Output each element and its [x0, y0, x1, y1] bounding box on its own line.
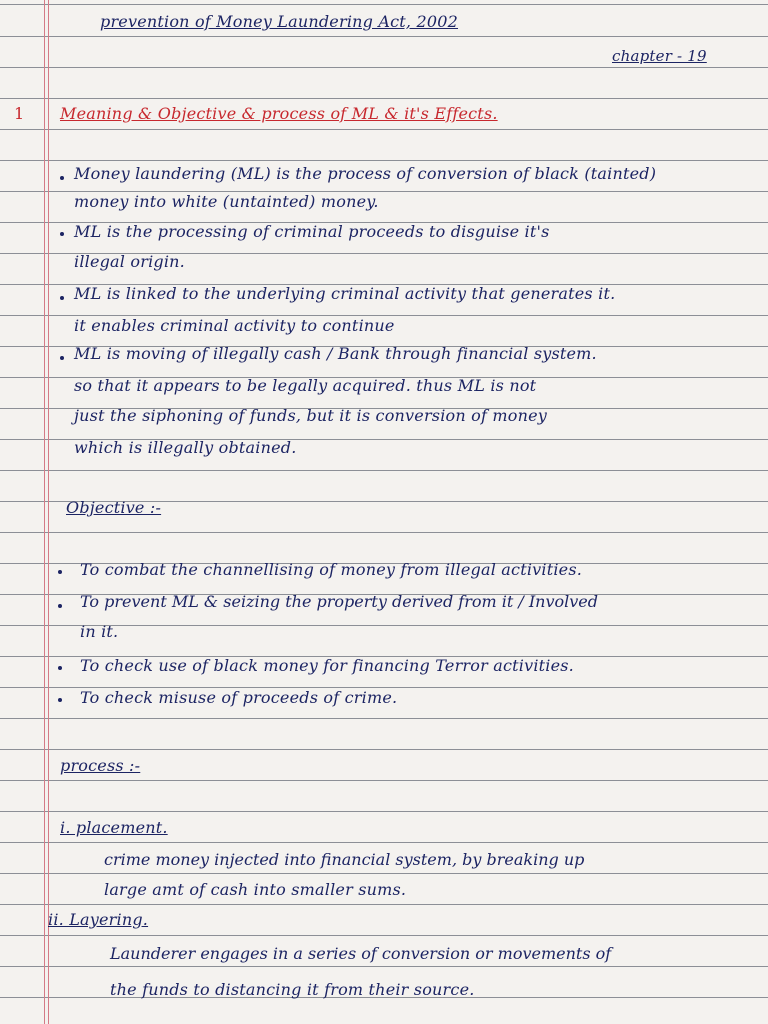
section-title: Meaning & Objective & process of ML & it's Effects. [60, 104, 498, 123]
objective-line: in it. [80, 622, 119, 641]
objective-line: To check use of black money for financing Terror activities. [80, 656, 574, 675]
chapter-label: chapter - 19 [612, 47, 707, 65]
process-step-label: ii. Layering. [48, 910, 149, 929]
meaning-line: which is illegally obtained. [74, 438, 297, 457]
meaning-line: money into white (untainted) money. [74, 192, 379, 211]
objective-line: To combat the channellising of money from illegal activities. [80, 560, 583, 579]
meaning-line: so that it appears to be legally acquired. thus ML is not [74, 376, 537, 395]
objective-heading: Objective :- [66, 498, 162, 517]
bullet-dot [60, 356, 64, 360]
bullet-dot [58, 570, 62, 574]
objective-line: To check misuse of proceeds of crime. [80, 688, 398, 707]
process-heading: process :- [60, 756, 141, 775]
process-step-label: i. placement. [60, 818, 168, 837]
objective-line: To prevent ML & seizing the property derived from it / Involved [80, 592, 599, 611]
meaning-line: ML is the processing of criminal proceeds to disguise it's [74, 222, 550, 241]
meaning-line: ML is moving of illegally cash / Bank through financial system. [74, 344, 597, 363]
margin-line [44, 0, 45, 1024]
bullet-dot [60, 232, 64, 236]
process-step-line: large amt of cash into smaller sums. [104, 880, 407, 899]
process-step-line: crime money injected into financial system, by breaking up [104, 850, 585, 869]
process-step-line: the funds to distancing it from their source. [110, 980, 475, 999]
bullet-dot [60, 176, 64, 180]
meaning-line: illegal origin. [74, 252, 185, 271]
page-title: prevention of Money Laundering Act, 2002 [100, 12, 459, 31]
bullet-dot [60, 296, 64, 300]
process-step-line: Launderer engages in a series of conversion or movements of [110, 944, 612, 963]
meaning-line: Money laundering (ML) is the process of conversion of black (tainted) [74, 164, 657, 183]
meaning-line: it enables criminal activity to continue [74, 316, 395, 335]
section-number: 1 [14, 104, 25, 123]
margin-line-inner [48, 0, 49, 1024]
bullet-dot [58, 604, 62, 608]
meaning-line: ML is linked to the underlying criminal activity that generates it. [74, 284, 616, 303]
meaning-line: just the siphoning of funds, but it is conversion of money [74, 406, 548, 425]
bullet-dot [58, 698, 62, 702]
bullet-dot [58, 666, 62, 670]
